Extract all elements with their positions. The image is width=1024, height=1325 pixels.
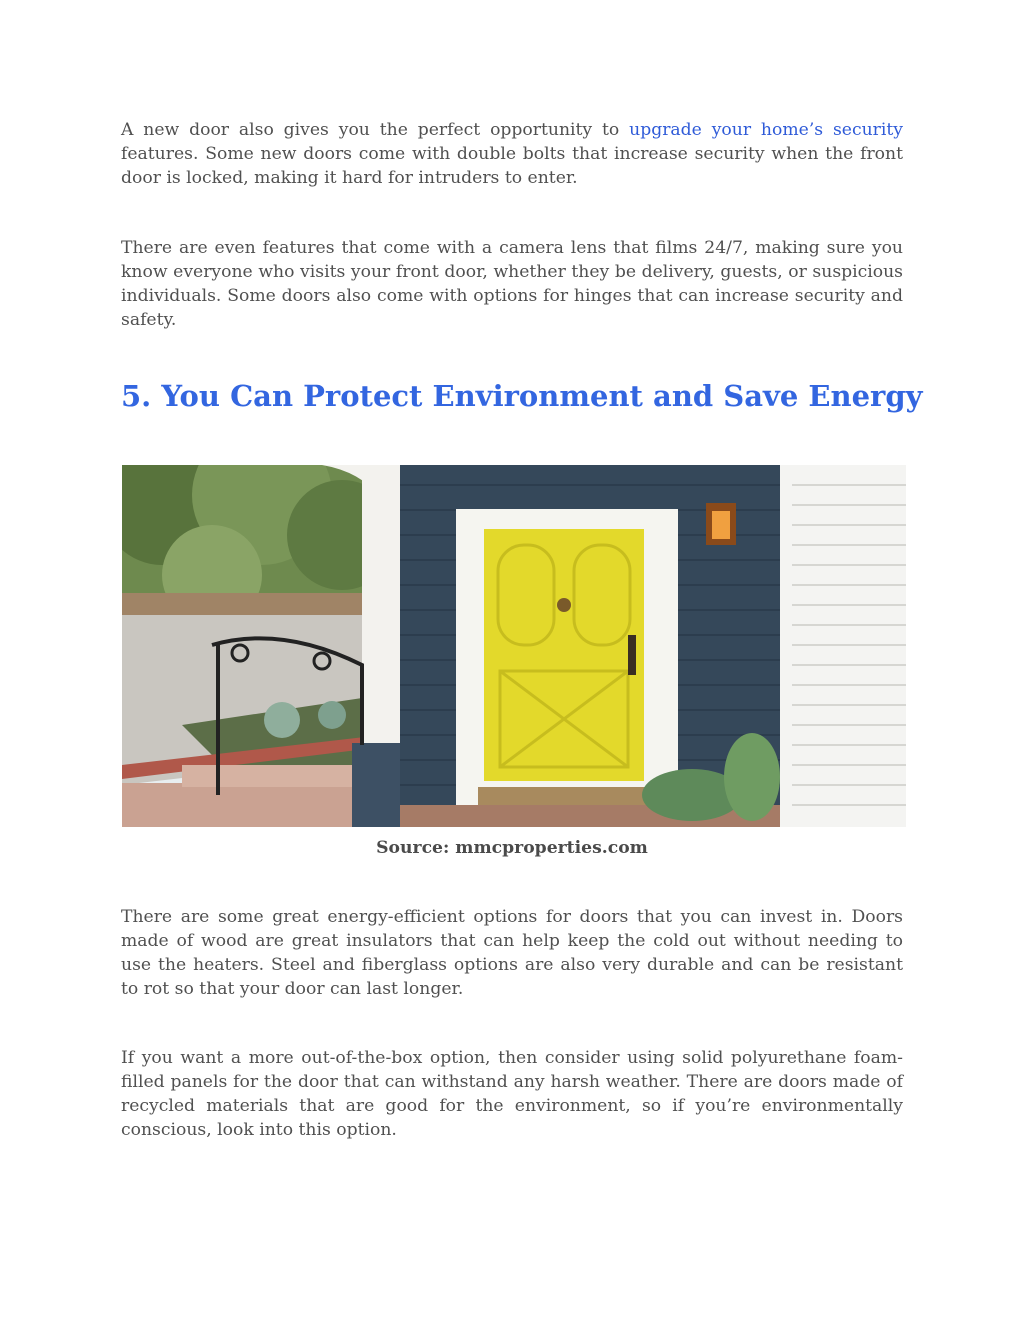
paragraph-energy-efficient: There are some great energy-efficient options for doors that you can invest in. Doors made of wood are great insulators that can help keep the cold out without needing to use the heaters. Steel and fiberglass options are also very durable and can be resistant to rot so that your door can last longer. — [121, 907, 903, 999]
figure-caption: Source: mmcproperties.com — [376, 838, 648, 858]
front-door-photo — [122, 465, 906, 827]
paragraph-camera-features: There are even features that come with a camera lens that films 24/7, making sure you know everyone who visits your front door, whether they be delivery, guests, or suspicious individuals. Some doors also come with options for hinges that can increase security and safety. — [121, 238, 903, 330]
upgrade-security-link[interactable]: upgrade your home’s security — [629, 120, 903, 140]
section-heading: 5. You Can Protect Environment and Save Energy — [121, 379, 923, 413]
paragraph-polyurethane: If you want a more out-of-the-box option, then consider using solid polyurethane foam-filled panels for the door that can withstand any harsh weather. There are doors made of recycled materials that are good for the environment, so if you’re environmentally conscious, look into this option. — [121, 1048, 903, 1140]
yellow-front-door-illustration — [122, 465, 906, 827]
paragraph-text: features. Some new doors come with double bolts that increase security when the front door is locked, making it hard for intruders to enter. — [121, 144, 903, 188]
paragraph-security-upgrade — [121, 118, 903, 190]
paragraph-text: A new door also gives you the perfect opportunity to — [121, 120, 630, 140]
